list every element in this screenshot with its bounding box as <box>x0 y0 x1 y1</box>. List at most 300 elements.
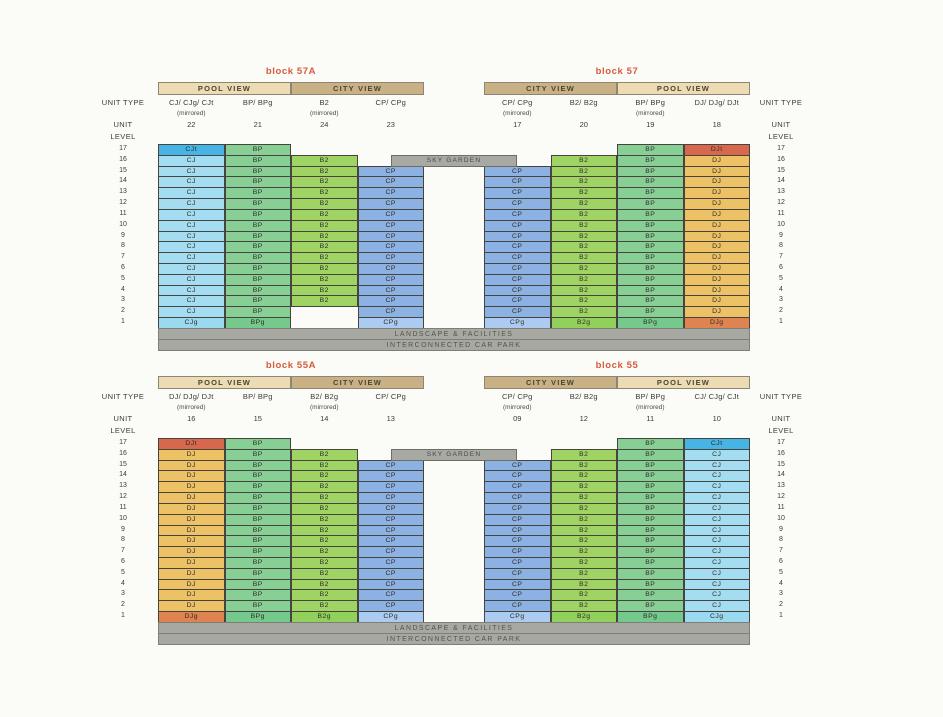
unit-cell: CJ <box>684 492 751 504</box>
level-number: 17 <box>119 145 127 152</box>
unit-cell: B2 <box>551 600 618 612</box>
level-number: 9 <box>779 231 783 239</box>
unit-cell: CP <box>358 274 425 286</box>
unit-cell: DJ <box>684 252 751 264</box>
unit-cell: DJ <box>684 295 751 307</box>
unit-cell: CJ <box>158 155 225 167</box>
level-number: 13 <box>119 188 127 196</box>
unit-cell: DJ <box>684 155 751 167</box>
level-number: 3 <box>779 590 783 598</box>
level-number: 9 <box>779 525 783 533</box>
unit-cell: CP <box>484 306 551 318</box>
unit-number: 11 <box>646 414 655 423</box>
unit-cell: BP <box>617 155 684 167</box>
mirrored-label: (mirrored) <box>502 110 532 117</box>
unit-cell: BP <box>225 460 292 472</box>
unit-cell: CJ <box>684 557 751 569</box>
unit-cell: CP <box>358 220 425 232</box>
unit-cell: DJ <box>158 557 225 569</box>
unit-cell: B2 <box>551 176 618 188</box>
unit-cell: B2 <box>551 492 618 504</box>
unit-cell: CP <box>484 579 551 591</box>
unit-cell: CP <box>358 470 425 482</box>
level-number: 12 <box>119 493 127 501</box>
level-number: 11 <box>777 209 785 217</box>
unit-cell: BP <box>225 198 292 210</box>
unit-cell: CP <box>484 470 551 482</box>
unit-cell: BP <box>225 503 292 515</box>
unit-cell: BP <box>225 252 292 264</box>
unit-type-label: DJ/ DJg/ DJt <box>694 98 739 107</box>
unit-cell: CP <box>358 176 425 188</box>
side-label-level: LEVEL <box>768 132 794 141</box>
block-title: block 55A <box>265 360 317 371</box>
unit-cell: CPg <box>484 317 551 329</box>
unit-cell: DJ <box>158 514 225 526</box>
level-number: 6 <box>121 264 125 272</box>
unit-number: 10 <box>712 414 721 423</box>
unit-cell: CP <box>358 557 425 569</box>
unit-type-label: DJ/ DJg/ DJt <box>169 392 214 401</box>
unit-cell: CP <box>358 535 425 547</box>
level-number: 10 <box>119 220 127 228</box>
unit-type-label: B2/ B2g <box>569 98 598 107</box>
level-number: 10 <box>119 514 127 522</box>
unit-cell: CPg <box>358 611 425 623</box>
unit-cell: B2 <box>551 166 618 178</box>
level-number: 8 <box>121 242 125 250</box>
unit-cell: B2 <box>551 514 618 526</box>
unit-cell: CP <box>484 460 551 472</box>
unit-cell: B2 <box>551 306 618 318</box>
unit-cell: B2 <box>291 449 358 461</box>
level-number: 8 <box>121 536 125 544</box>
unit-cell: BP <box>617 579 684 591</box>
unit-cell: CJ <box>684 600 751 612</box>
unit-cell: BP <box>617 306 684 318</box>
unit-cell: BP <box>225 535 292 547</box>
unit-cell: CP <box>484 187 551 199</box>
level-number: 9 <box>121 525 125 533</box>
unit-cell: CP <box>358 295 425 307</box>
unit-cell: B2 <box>291 252 358 264</box>
unit-cell: B2 <box>551 579 618 591</box>
level-number: 12 <box>777 493 785 501</box>
unit-cell: DJ <box>158 525 225 537</box>
level-number: 5 <box>779 568 783 576</box>
unit-cell: CP <box>358 306 425 318</box>
unit-cell: B2 <box>291 579 358 591</box>
unit-cell: DJ <box>158 589 225 601</box>
view-label-pool: POOL VIEW <box>158 376 291 389</box>
unit-cell: BP <box>617 600 684 612</box>
unit-cell: DJ <box>684 176 751 188</box>
unit-cell: BP <box>225 514 292 526</box>
level-number: 1 <box>779 612 783 620</box>
unit-cell: DJ <box>684 274 751 286</box>
level-number: 8 <box>779 242 783 250</box>
unit-cell: B2 <box>551 460 618 472</box>
unit-cell: DJ <box>158 568 225 580</box>
unit-cell: BP <box>225 209 292 221</box>
unit-cell: B2 <box>291 535 358 547</box>
unit-cell: CP <box>358 525 425 537</box>
unit-cell: B2g <box>291 611 358 623</box>
level-number: 12 <box>119 199 127 207</box>
level-number: 11 <box>777 503 785 511</box>
unit-cell: BP <box>617 525 684 537</box>
unit-cell: DJ <box>158 503 225 515</box>
unit-cell: CP <box>484 252 551 264</box>
unit-cell: DJ <box>158 470 225 482</box>
unit-type-label: BP/ BPg <box>635 392 666 401</box>
unit-cell: BP <box>617 557 684 569</box>
unit-cell: BP <box>225 155 292 167</box>
unit-cell: BP <box>225 220 292 232</box>
unit-type-label: CP/ CPg <box>375 392 407 401</box>
unit-cell: BP <box>225 285 292 297</box>
unit-cell: CJ <box>158 285 225 297</box>
unit-cell: CP <box>484 514 551 526</box>
mirrored-label: (mirrored) <box>635 404 665 411</box>
level-number: 2 <box>121 307 125 315</box>
unit-cell: DJg <box>684 317 751 329</box>
unit-cell: BP <box>225 241 292 253</box>
unit-type-label: B2 <box>319 98 330 107</box>
side-label-unit-type: UNIT TYPE <box>101 392 145 401</box>
level-number: 3 <box>779 296 783 304</box>
unit-number: 23 <box>386 120 395 129</box>
unit-type-label: B2/ B2g <box>310 392 339 401</box>
unit-cell: BP <box>225 470 292 482</box>
unit-cell: CP <box>358 600 425 612</box>
unit-cell: CP <box>358 514 425 526</box>
level-number: 2 <box>779 307 783 315</box>
unit-cell: BP <box>225 449 292 461</box>
unit-cell: BP <box>617 460 684 472</box>
unit-cell: CJ <box>684 514 751 526</box>
unit-cell: BP <box>617 209 684 221</box>
unit-cell: BP <box>617 514 684 526</box>
level-number: 4 <box>121 579 125 587</box>
unit-cell: BP <box>225 546 292 558</box>
unit-cell: B2 <box>291 166 358 178</box>
unit-number: 24 <box>320 120 329 129</box>
unit-cell: BPg <box>617 317 684 329</box>
mirrored-label: (mirrored) <box>176 404 206 411</box>
unit-number: 22 <box>187 120 196 129</box>
unit-cell: DJ <box>158 481 225 493</box>
unit-cell: CPg <box>484 611 551 623</box>
unit-cell: B2 <box>551 525 618 537</box>
unit-cell: DJ <box>158 546 225 558</box>
unit-cell: B2 <box>551 546 618 558</box>
unit-cell: B2 <box>551 274 618 286</box>
unit-cell: CP <box>484 557 551 569</box>
unit-number: 15 <box>253 414 262 423</box>
unit-cell: B2 <box>551 481 618 493</box>
unit-cell: BPg <box>617 611 684 623</box>
unit-cell: CJ <box>684 579 751 591</box>
side-label-unit: UNIT <box>771 120 791 129</box>
unit-cell: CP <box>484 535 551 547</box>
unit-cell: CP <box>484 263 551 275</box>
side-label-unit: UNIT <box>771 414 791 423</box>
level-number: 10 <box>777 514 785 522</box>
level-number: 7 <box>779 253 783 261</box>
level-number: 5 <box>121 568 125 576</box>
sky-garden: SKY GARDEN <box>391 155 518 167</box>
level-number: 7 <box>779 547 783 555</box>
unit-cell: B2 <box>291 481 358 493</box>
unit-cell: B2 <box>291 155 358 167</box>
unit-cell: BP <box>617 438 684 450</box>
unit-cell: B2 <box>551 198 618 210</box>
side-label-level: LEVEL <box>110 426 136 435</box>
level-number: 2 <box>121 601 125 609</box>
unit-number: 13 <box>386 414 395 423</box>
unit-cell: BP <box>617 166 684 178</box>
unit-cell: B2 <box>291 460 358 472</box>
unit-cell: B2 <box>291 557 358 569</box>
unit-cell: CP <box>358 481 425 493</box>
side-label-unit: UNIT <box>113 414 133 423</box>
unit-cell: B2 <box>291 589 358 601</box>
unit-cell: CJg <box>158 317 225 329</box>
level-number: 13 <box>777 188 785 196</box>
unit-cell: CJ <box>684 503 751 515</box>
unit-cell: DJ <box>684 306 751 318</box>
level-number: 13 <box>777 482 785 490</box>
unit-cell: B2 <box>291 600 358 612</box>
level-number: 4 <box>779 579 783 587</box>
unit-cell: BP <box>225 176 292 188</box>
unit-cell: CP <box>484 220 551 232</box>
unit-cell: CP <box>484 568 551 580</box>
unit-cell: BP <box>617 449 684 461</box>
level-number: 16 <box>119 449 127 457</box>
unit-cell: B2 <box>291 546 358 558</box>
level-number: 3 <box>121 590 125 598</box>
level-number: 12 <box>777 199 785 207</box>
unit-cell: B2 <box>551 589 618 601</box>
unit-cell: CJ <box>158 176 225 188</box>
unit-cell: CP <box>484 198 551 210</box>
unit-number: 21 <box>253 120 262 129</box>
unit-cell: B2 <box>551 252 618 264</box>
unit-number: 16 <box>187 414 196 423</box>
unit-cell: BP <box>225 166 292 178</box>
unit-cell: DJ <box>158 492 225 504</box>
unit-cell: CJt <box>684 438 751 450</box>
unit-cell: BP <box>617 263 684 275</box>
unit-cell: CJ <box>158 209 225 221</box>
unit-cell: BP <box>225 525 292 537</box>
unit-cell: DJ <box>158 535 225 547</box>
unit-cell: CP <box>358 546 425 558</box>
unit-cell: BP <box>225 274 292 286</box>
unit-number: 17 <box>513 120 522 129</box>
unit-cell: CP <box>358 263 425 275</box>
unit-cell: B2 <box>291 274 358 286</box>
unit-cell: B2 <box>291 568 358 580</box>
unit-cell: B2 <box>551 209 618 221</box>
level-number: 5 <box>779 274 783 282</box>
unit-cell: B2 <box>551 187 618 199</box>
view-label-city: CITY VIEW <box>291 82 424 95</box>
level-number: 13 <box>119 482 127 490</box>
unit-cell: BP <box>225 438 292 450</box>
level-number: 4 <box>779 285 783 293</box>
unit-cell: BP <box>225 568 292 580</box>
unit-cell: CP <box>484 525 551 537</box>
unit-cell: B2 <box>291 525 358 537</box>
unit-cell: CP <box>358 252 425 264</box>
level-number: 6 <box>121 558 125 566</box>
mirrored-label: (mirrored) <box>635 110 665 117</box>
unit-cell: DJ <box>158 460 225 472</box>
unit-cell: BP <box>225 231 292 243</box>
unit-cell: CP <box>484 589 551 601</box>
unit-number: 19 <box>646 120 655 129</box>
unit-cell: CJ <box>684 535 751 547</box>
unit-cell: BP <box>617 492 684 504</box>
unit-cell: CJ <box>158 252 225 264</box>
unit-type-label: B2/ B2g <box>569 392 598 401</box>
level-number: 14 <box>777 471 785 479</box>
unit-cell: BP <box>225 263 292 275</box>
side-label-unit-type: UNIT TYPE <box>759 98 803 107</box>
unit-cell: CJ <box>158 274 225 286</box>
block-title: block 57 <box>595 66 639 77</box>
unit-cell: DJt <box>158 438 225 450</box>
side-label-level: LEVEL <box>110 132 136 141</box>
block-title: block 55 <box>595 360 639 371</box>
unit-cell: B2 <box>551 295 618 307</box>
unit-type-label: CP/ CPg <box>501 392 533 401</box>
view-label-pool: POOL VIEW <box>617 376 750 389</box>
unit-cell: B2 <box>291 231 358 243</box>
unit-cell: BP <box>617 295 684 307</box>
unit-cell: BP <box>225 295 292 307</box>
level-number: 7 <box>121 253 125 261</box>
side-label-level: LEVEL <box>768 426 794 435</box>
view-label-pool: POOL VIEW <box>158 82 291 95</box>
unit-cell: CJ <box>684 481 751 493</box>
unit-cell: BP <box>225 492 292 504</box>
unit-cell: CP <box>358 589 425 601</box>
unit-cell: BP <box>617 274 684 286</box>
landscape-facilities-band: LANDSCAPE & FACILITIES <box>158 622 750 634</box>
interconnected-car-park-band: INTERCONNECTED CAR PARK <box>158 339 750 351</box>
unit-cell: BP <box>617 481 684 493</box>
level-number: 6 <box>779 264 783 272</box>
unit-type-label: CJ/ CJg/ CJt <box>169 98 214 107</box>
mirrored-label: (mirrored) <box>309 110 339 117</box>
unit-cell: CP <box>358 187 425 199</box>
unit-cell: DJ <box>684 231 751 243</box>
unit-cell: BP <box>225 481 292 493</box>
unit-cell: DJ <box>684 209 751 221</box>
unit-cell: DJ <box>684 198 751 210</box>
level-number: 8 <box>779 536 783 544</box>
unit-cell: CP <box>484 285 551 297</box>
level-number: 17 <box>777 439 785 446</box>
unit-cell: B2 <box>291 241 358 253</box>
unit-cell: BP <box>617 546 684 558</box>
unit-cell: CP <box>484 176 551 188</box>
unit-cell: CJg <box>684 611 751 623</box>
unit-cell: B2 <box>551 285 618 297</box>
view-label-city: CITY VIEW <box>291 376 424 389</box>
unit-cell: CP <box>358 166 425 178</box>
level-number: 5 <box>121 274 125 282</box>
unit-cell: BP <box>225 600 292 612</box>
unit-cell: CP <box>358 460 425 472</box>
unit-cell: CJ <box>684 546 751 558</box>
unit-cell: BP <box>617 589 684 601</box>
level-number: 14 <box>777 177 785 185</box>
view-label-pool: POOL VIEW <box>617 82 750 95</box>
level-number: 1 <box>121 318 125 326</box>
unit-cell: B2 <box>551 568 618 580</box>
unit-cell: CJ <box>158 198 225 210</box>
unit-cell: CJ <box>684 589 751 601</box>
unit-cell: B2 <box>291 503 358 515</box>
level-number: 6 <box>779 558 783 566</box>
unit-cell: CP <box>484 481 551 493</box>
unit-cell: CJ <box>158 241 225 253</box>
unit-type-label: BP/ BPg <box>242 98 273 107</box>
unit-cell: BP <box>617 470 684 482</box>
level-number: 2 <box>779 601 783 609</box>
unit-cell: CP <box>484 231 551 243</box>
unit-cell: B2 <box>291 285 358 297</box>
level-number: 17 <box>119 439 127 446</box>
interconnected-car-park-band: INTERCONNECTED CAR PARK <box>158 633 750 645</box>
unit-cell: B2 <box>551 535 618 547</box>
unit-type-label: BP/ BPg <box>242 392 273 401</box>
level-number: 17 <box>777 145 785 152</box>
unit-cell: BP <box>617 231 684 243</box>
unit-cell: BP <box>617 503 684 515</box>
unit-cell: CP <box>484 274 551 286</box>
level-number: 3 <box>121 296 125 304</box>
unit-cell: B2 <box>291 514 358 526</box>
unit-cell: BP <box>617 187 684 199</box>
unit-cell: B2 <box>551 220 618 232</box>
unit-cell: CP <box>358 209 425 221</box>
unit-cell: B2 <box>291 470 358 482</box>
level-number: 16 <box>777 155 785 163</box>
unit-cell: CJ <box>158 306 225 318</box>
unit-cell: B2 <box>291 263 358 275</box>
unit-cell: CJ <box>158 166 225 178</box>
side-label-unit: UNIT <box>113 120 133 129</box>
level-number: 10 <box>777 220 785 228</box>
side-label-unit-type: UNIT TYPE <box>101 98 145 107</box>
unit-cell: CJ <box>158 231 225 243</box>
unit-cell: B2 <box>291 295 358 307</box>
unit-cell: BP <box>225 557 292 569</box>
unit-cell: DJ <box>684 187 751 199</box>
unit-cell: BP <box>617 176 684 188</box>
unit-cell: B2 <box>551 263 618 275</box>
unit-cell: BP <box>225 579 292 591</box>
unit-cell: CP <box>358 231 425 243</box>
level-number: 14 <box>119 177 127 185</box>
unit-type-label: BP/ BPg <box>635 98 666 107</box>
